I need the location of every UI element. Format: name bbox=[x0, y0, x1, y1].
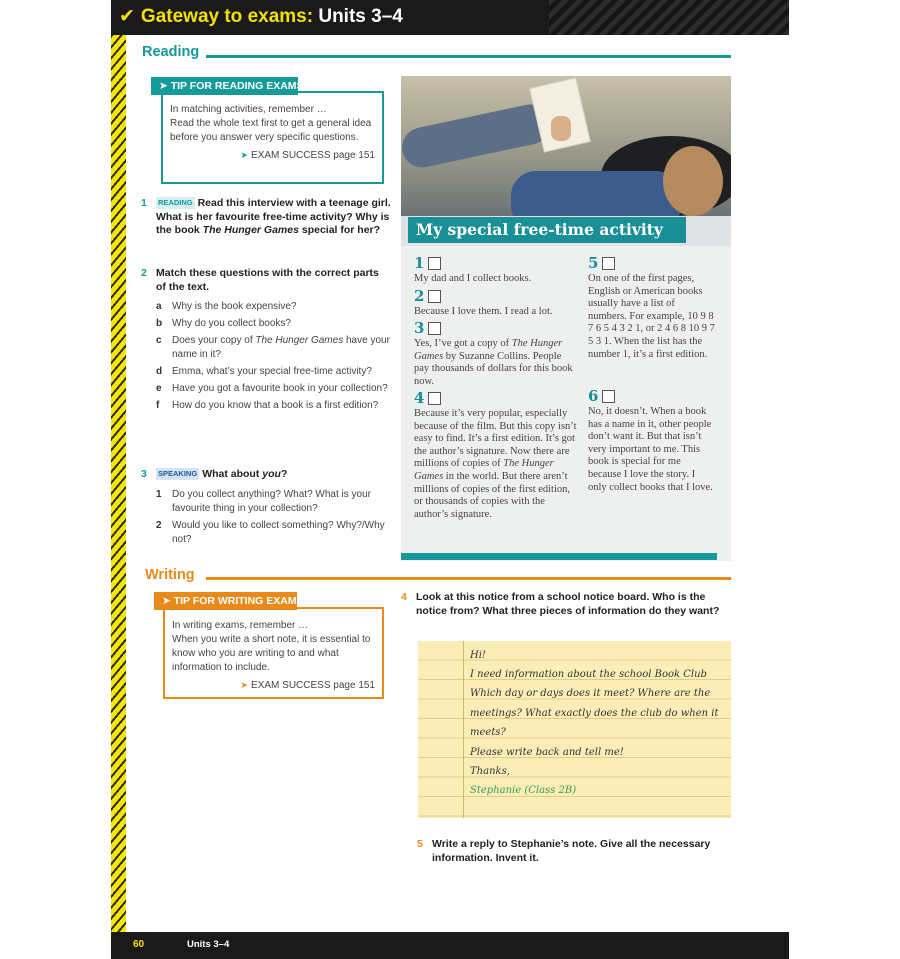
answer-checkbox[interactable] bbox=[602, 257, 615, 270]
answer-5 bbox=[588, 254, 716, 361]
article-panel bbox=[401, 76, 731, 561]
notice-line: Please write back and tell me! bbox=[470, 747, 624, 758]
notice-line: meetings? What exactly does the club do when it bbox=[470, 708, 719, 719]
page-title bbox=[119, 5, 403, 28]
answer-1 bbox=[414, 254, 578, 286]
arrow-icon: ➤ bbox=[240, 150, 249, 160]
reading-tip-box bbox=[161, 91, 384, 184]
notice-line: Thanks, bbox=[470, 766, 510, 777]
writing-section-title: Writing bbox=[145, 567, 195, 583]
notice-line: I need information about the school Book Club bbox=[470, 669, 707, 680]
writing-tip-box bbox=[163, 607, 384, 699]
left-hatched-border bbox=[111, 35, 126, 932]
play-arrow-icon: ➤ bbox=[159, 80, 171, 92]
workbook-page bbox=[111, 0, 789, 959]
answer-text: Because I love them. I read a lot. bbox=[414, 306, 553, 317]
answer-number: 6 bbox=[588, 386, 599, 405]
writing-tip-intro: In writing exams, remember … bbox=[172, 620, 309, 631]
answer-checkbox[interactable] bbox=[428, 392, 441, 405]
photo-legs bbox=[401, 101, 554, 171]
reading-tip-label: ➤ TIP FOR READING EXAMS bbox=[151, 77, 298, 95]
answer-3 bbox=[414, 319, 578, 388]
play-arrow-icon: ➤ bbox=[162, 595, 174, 607]
exercise-4 bbox=[401, 591, 731, 618]
title-prefix: Gateway to exams: bbox=[140, 6, 314, 27]
photo-head bbox=[663, 146, 723, 216]
photo-hand bbox=[551, 116, 571, 141]
page-number: 60 bbox=[133, 939, 145, 950]
notice-line: Which day or days does it meet? Where are the bbox=[470, 688, 711, 699]
question-list bbox=[156, 300, 391, 413]
notice-signature: Stephanie (Class 2B) bbox=[470, 785, 577, 796]
header-stripes bbox=[549, 0, 789, 35]
list-item: d Emma, what’s your special free-time activity? bbox=[156, 366, 372, 377]
answer-text: On one of the first pages, English or American books usually have a list of numbers. For example, 10 9 8 7 6 5 4 3 2 1, or 2 4 6 8 10 9 7 5 3 1. When the list has the number 1, it’s a first edition. bbox=[588, 273, 715, 360]
article-bottom-bar bbox=[401, 553, 717, 560]
exercise-3 bbox=[141, 468, 391, 550]
exercise-2 bbox=[141, 267, 391, 416]
answer-4 bbox=[414, 389, 578, 521]
exercise-number: 5 bbox=[417, 838, 423, 850]
reading-tip-intro: In matching activities, remember … bbox=[170, 104, 327, 115]
page-footer bbox=[111, 932, 789, 959]
reading-divider bbox=[206, 55, 731, 58]
title-units: Units 3–4 bbox=[318, 6, 403, 27]
exercise-instruction: Look at this notice from a school notice board. Who is the notice from? What three pieces of information do they want? bbox=[416, 591, 720, 617]
answer-number: 4 bbox=[414, 388, 425, 407]
article-title: My special free-time activity bbox=[408, 217, 686, 243]
answer-number: 1 bbox=[414, 253, 425, 272]
footer-units: Units 3–4 bbox=[187, 939, 230, 950]
answer-checkbox[interactable] bbox=[428, 322, 441, 335]
writing-divider bbox=[206, 577, 731, 580]
reading-tip-text: Read the whole text first to get a general idea before you answer very specific questions. bbox=[170, 118, 372, 143]
answer-6 bbox=[588, 387, 716, 494]
exercise-number: 1 bbox=[141, 197, 147, 209]
notice-line: meets? bbox=[470, 727, 506, 738]
reading-badge: READING bbox=[158, 198, 193, 207]
reading-tip-reference: ➤ EXAM SUCCESS page 151 bbox=[240, 150, 375, 161]
arrow-icon: ➤ bbox=[240, 680, 249, 690]
exercise-instruction: READING Read this interview with a teenage girl. What is her favourite free-time activity? Why is the book The Hunger Games special for her? bbox=[156, 197, 391, 236]
speaking-badge: SPEAKING bbox=[158, 469, 198, 478]
list-item: e Have you got a favourite book in your collection? bbox=[156, 383, 388, 394]
writing-tip-reference: ➤ EXAM SUCCESS page 151 bbox=[240, 680, 375, 691]
exercise-number: 3 bbox=[141, 468, 147, 480]
page-header bbox=[111, 0, 789, 35]
answer-text: Because it’s very popular, especially because of the film. But this copy isn’t easy to find. It’s a first edition. It’s got the author’s signature. Now there are millions of copies of The Hunger Games in the world. But there aren’t millions of copies of the first edition, or thousands of copies with the author’s signature. bbox=[414, 408, 577, 520]
answer-number: 2 bbox=[414, 286, 425, 305]
exercise-instruction: SPEAKING What about you? bbox=[158, 468, 288, 480]
answer-text: Yes, I’ve got a copy of The Hunger Games by Suzanne Collins. People pay thousands of dollars for this book now. bbox=[414, 338, 573, 387]
writing-tip-text: When you write a short note, it is essential to know who you are writing to and what information to include. bbox=[172, 634, 371, 673]
answer-checkbox[interactable] bbox=[428, 290, 441, 303]
answer-text: No, it doesn’t. When a book has a name in it, other people don’t want it. But that isn’t very important to me. This book is special for me because I love the story. I only collect books that I love. bbox=[588, 406, 713, 493]
list-item: b Why do you collect books? bbox=[156, 318, 291, 329]
reading-section-title: Reading bbox=[142, 44, 200, 60]
list-item: c Does your copy of The Hunger Games have your name in it? bbox=[156, 335, 390, 360]
list-item: 1 Do you collect anything? What? What is your favourite thing in your collection? bbox=[156, 488, 371, 514]
writing-tip-label: ➤ TIP FOR WRITING EXAMS bbox=[154, 592, 297, 610]
list-item: 2 Would you like to collect something? Why?/Why not? bbox=[156, 519, 385, 545]
school-notice bbox=[418, 641, 731, 818]
check-icon: ✔ bbox=[119, 5, 135, 27]
exercise-instruction: Match these questions with the correct parts of the text. bbox=[156, 267, 379, 293]
answer-text: My dad and I collect books. bbox=[414, 273, 532, 284]
exercise-1 bbox=[141, 197, 391, 238]
answer-number: 5 bbox=[588, 253, 599, 272]
exercise-instruction: Write a reply to Stephanie’s note. Give all the necessary information. Invent it. bbox=[432, 838, 711, 864]
notice-line: Hi! bbox=[470, 650, 486, 661]
question-list bbox=[156, 488, 391, 547]
exercise-number: 4 bbox=[401, 591, 407, 603]
exercise-number: 2 bbox=[141, 267, 147, 279]
answer-checkbox[interactable] bbox=[602, 390, 615, 403]
answer-number: 3 bbox=[414, 318, 425, 337]
exercise-5 bbox=[417, 838, 731, 865]
list-item: f How do you know that a book is a first edition? bbox=[156, 400, 379, 411]
answer-2 bbox=[414, 287, 578, 319]
notice-margin-line bbox=[463, 641, 464, 818]
list-item: a Why is the book expensive? bbox=[156, 301, 297, 312]
answer-checkbox[interactable] bbox=[428, 257, 441, 270]
